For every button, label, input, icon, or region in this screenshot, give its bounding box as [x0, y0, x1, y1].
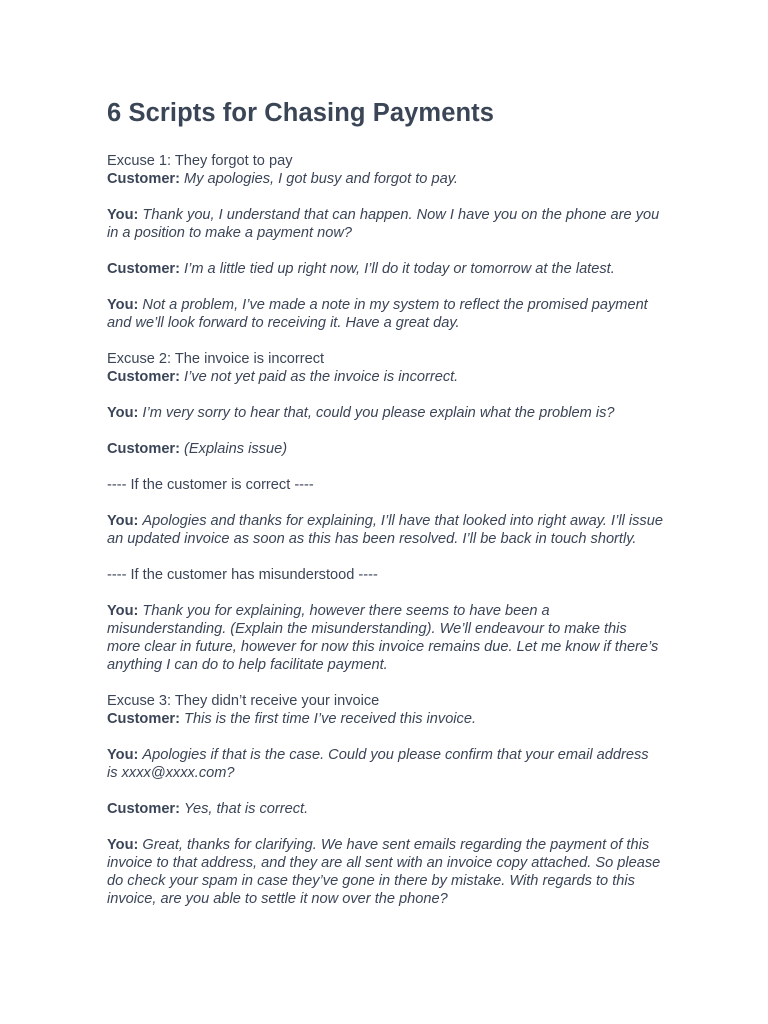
dialogue-line [107, 440, 663, 458]
excuse-heading: Excuse 2: The invoice is incorrect [107, 351, 325, 367]
speaker-label: You: [107, 405, 139, 421]
speaker-label: You: [107, 603, 139, 619]
speech-text: This is the first time I’ve received this invoice. [184, 711, 477, 727]
dialogue-line [107, 404, 663, 422]
speaker-label: Customer: [107, 801, 180, 817]
dialogue-line [107, 710, 663, 728]
excuse-heading: Excuse 3: They didn’t receive your invoice [107, 693, 380, 709]
dialogue-line [107, 800, 663, 818]
dialogue-line [107, 836, 663, 908]
speaker-label: You: [107, 297, 139, 313]
dialogue-line [107, 368, 663, 386]
speech-text: Thank you, I understand that can happen. Now I have you on the phone are you in a position to make a payment now? [107, 207, 660, 241]
speech-text: I’ve not yet paid as the invoice is incorrect. [184, 369, 459, 385]
speaker-label: You: [107, 747, 139, 763]
speaker-label: Customer: [107, 369, 180, 385]
dialogue-line [107, 206, 663, 242]
excuse-heading: Excuse 1: They forgot to pay [107, 153, 293, 169]
speaker-label: You: [107, 837, 139, 853]
branch-divider-correct: ---- If the customer is correct ---- [107, 477, 314, 493]
dialogue-line [107, 512, 663, 548]
speech-text: Not a problem, I’ve made a note in my system to reflect the promised payment and we’ll look forward to receiving it. Have a great day. [107, 297, 648, 331]
speech-text: Thank you for explaining, however there seems to have been a misunderstanding. (Explain the misunderstanding). We’ll endeavour to make this more clear in future, however for now this invoice remains due. Let me know if there’s anything I can do to help facilitate payment. [107, 603, 659, 673]
speech-text: My apologies, I got busy and forgot to pay. [184, 171, 458, 187]
dialogue-line [107, 260, 663, 278]
speech-text: Apologies if that is the case. Could you please confirm that your email address is xxxx@xxxx.com? [107, 747, 649, 781]
speech-text: Yes, that is correct. [184, 801, 309, 817]
document-page [107, 98, 663, 926]
branch-divider-misunderstood: ---- If the customer has misunderstood ---- [107, 567, 378, 583]
speech-text: I’m a little tied up right now, I’ll do it today or tomorrow at the latest. [184, 261, 615, 277]
dialogue-line [107, 170, 663, 188]
speaker-label: You: [107, 207, 139, 223]
speaker-label: Customer: [107, 261, 180, 277]
excuse-2-section [107, 350, 663, 674]
speech-text: I’m very sorry to hear that, could you please explain what the problem is? [142, 405, 615, 421]
excuse-1-section [107, 152, 663, 332]
dialogue-line [107, 746, 663, 782]
speech-text: Apologies and thanks for explaining, I’ll have that looked into right away. I’ll issue an updated invoice as soon as this has been resolved. I’ll be back in touch shortly. [107, 513, 663, 547]
speaker-label: Customer: [107, 441, 180, 457]
dialogue-line [107, 602, 663, 674]
speech-text: (Explains issue) [184, 441, 288, 457]
speaker-label: Customer: [107, 171, 180, 187]
speech-text: Great, thanks for clarifying. We have sent emails regarding the payment of this invoice to that address, and they are all sent with an invoice copy attached. So please do check your spam in case they’ve gone in there by mistake. With regards to this invoice, are you able to settle it now over the phone? [107, 837, 661, 907]
page-title: 6 Scripts for Chasing Payments [107, 99, 495, 127]
speaker-label: You: [107, 513, 139, 529]
excuse-3-section [107, 692, 663, 908]
dialogue-line [107, 296, 663, 332]
speaker-label: Customer: [107, 711, 180, 727]
